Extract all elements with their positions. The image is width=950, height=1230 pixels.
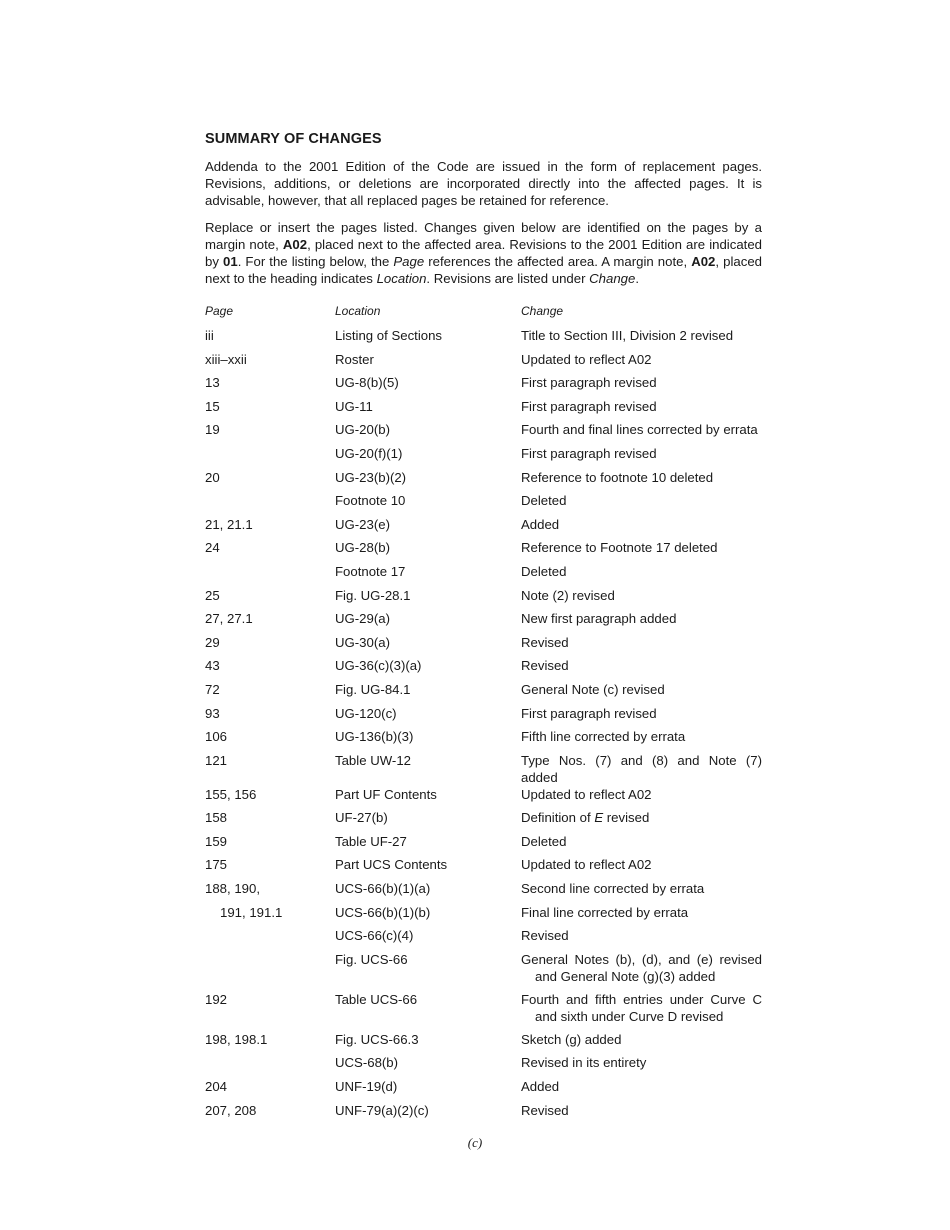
cell-change: Reference to Footnote 17 deleted xyxy=(521,540,718,556)
table-row xyxy=(205,563,762,587)
changes-table xyxy=(205,303,762,1125)
para-text: . Revisions are listed under xyxy=(426,271,590,286)
table-row xyxy=(205,469,762,493)
cell-location: Fig. UCS-66 xyxy=(335,951,408,967)
table-row xyxy=(205,587,762,611)
intro-paragraph: Addenda to the 2001 Edition of the Code are issued in the form of replacement pages. Revisions, additions, or deletions are incorporated directly into the affected pages. It is advisable, however, that all replaced pages be retained for reference. xyxy=(205,159,762,208)
cell-page: 43 xyxy=(205,658,220,674)
cell-page: 24 xyxy=(205,540,220,556)
cell-page: 159 xyxy=(205,833,228,849)
cell-page xyxy=(205,492,335,516)
cell-location: UG-29(a) xyxy=(335,611,390,627)
cell-change: Second line corrected by errata xyxy=(521,881,705,897)
para-text: references the affected area. A margin note, xyxy=(424,254,692,269)
cell-page: 13 xyxy=(205,375,220,391)
cell-page: 93 xyxy=(205,705,220,721)
cell-location: UG-28(b) xyxy=(335,540,390,556)
table-row xyxy=(205,445,762,469)
margin-note-a02: A02 xyxy=(691,254,716,269)
table-row xyxy=(205,1031,762,1055)
cell-change: New first paragraph added xyxy=(521,611,677,627)
cell-page: 72 xyxy=(205,681,220,697)
cell-page: 121 xyxy=(205,752,228,768)
cell-change xyxy=(521,951,762,985)
cell-location: UG-20(b) xyxy=(335,422,390,438)
cell-page: 207, 208 xyxy=(205,1102,257,1118)
cell-location: UCS-66(b)(1)(a) xyxy=(335,881,431,897)
column-header-page: Page xyxy=(205,304,234,318)
table-row xyxy=(205,809,762,833)
cell-location: UG-11 xyxy=(335,398,373,414)
cell-change: Final line corrected by errata xyxy=(521,904,689,920)
cell-change: Updated to reflect A02 xyxy=(521,786,652,802)
cell-page: 20 xyxy=(205,469,220,485)
cell-location: Table UCS-66 xyxy=(335,991,418,1007)
cell-location: UNF-19(d) xyxy=(335,1079,398,1095)
cell-page xyxy=(205,951,335,985)
cell-page: iii xyxy=(205,328,214,343)
cell-location: Part UF Contents xyxy=(335,786,437,802)
cell-page xyxy=(205,445,335,469)
change-line: Fourth and fifth entries under Curve C xyxy=(521,991,762,1007)
cell-location: Table UF-27 xyxy=(335,833,407,849)
cell-location: UG-23(b)(2) xyxy=(335,469,407,485)
cell-change: Revised xyxy=(521,928,569,944)
cell-page xyxy=(205,563,335,587)
table-row xyxy=(205,752,762,786)
table-row xyxy=(205,657,762,681)
change-text: Definition of xyxy=(521,810,595,826)
table-row xyxy=(205,327,762,351)
table-row xyxy=(205,991,762,1025)
table-row xyxy=(205,1102,762,1126)
table-row xyxy=(205,951,762,985)
table-row xyxy=(205,516,762,540)
cell-page: 21, 21.1 xyxy=(205,516,253,532)
table-row xyxy=(205,856,762,880)
term-location: Location xyxy=(376,271,427,286)
table-row xyxy=(205,398,762,422)
cell-change: Deleted xyxy=(521,493,567,509)
cell-page: 25 xyxy=(205,587,220,603)
cell-location: UG-30(a) xyxy=(335,634,390,650)
cell-change: Deleted xyxy=(521,833,567,849)
table-row xyxy=(205,351,762,375)
cell-change: Revised xyxy=(521,634,569,650)
cell-change: Deleted xyxy=(521,563,567,579)
cell-page: 192 xyxy=(205,991,228,1007)
cell-change: Revised xyxy=(521,1102,569,1118)
table-row xyxy=(205,927,762,951)
summary-page xyxy=(205,130,762,1125)
table-row xyxy=(205,880,762,904)
table-row xyxy=(205,634,762,658)
cell-change: Added xyxy=(521,516,560,532)
cell-page: 19 xyxy=(205,422,220,438)
cell-location: UG-20(f)(1) xyxy=(335,445,403,461)
cell-change: Sketch (g) added xyxy=(521,1031,622,1047)
cell-location: UG-23(e) xyxy=(335,516,390,532)
table-row xyxy=(205,492,762,516)
cell-location: UCS-66(b)(1)(b) xyxy=(335,904,431,920)
term-change: Change xyxy=(589,271,636,286)
cell-change: Fifth line corrected by errata xyxy=(521,729,686,745)
para-text: . xyxy=(635,271,640,286)
column-header-location: Location xyxy=(335,304,381,318)
page-title: SUMMARY OF CHANGES xyxy=(205,131,382,147)
changes-table-header xyxy=(205,303,762,327)
cell-location: UG-8(b)(5) xyxy=(335,375,399,391)
cell-change: First paragraph revised xyxy=(521,445,657,461)
cell-page: 155, 156 xyxy=(205,786,257,802)
term-page: Page xyxy=(393,254,425,269)
para-text: , placed next to the affected area. Revisions to the 2001 Edition are indicated by xyxy=(205,237,762,269)
table-row xyxy=(205,1078,762,1102)
table-row xyxy=(205,374,762,398)
cell-location: Fig. UCS-66.3 xyxy=(335,1031,419,1047)
cell-change: Revised in its entirety xyxy=(521,1055,647,1071)
para-text: . For the listing below, the xyxy=(237,254,394,269)
para-text: , placed next to the heading indicates xyxy=(205,254,763,286)
change-symbol: E xyxy=(594,810,604,826)
change-line: and sixth under Curve D revised xyxy=(535,1008,724,1024)
cell-page: 204 xyxy=(205,1079,228,1095)
cell-change: First paragraph revised xyxy=(521,398,657,414)
cell-page: 158 xyxy=(205,810,228,826)
cell-change: First paragraph revised xyxy=(521,375,657,391)
table-row xyxy=(205,421,762,445)
cell-page: 106 xyxy=(205,729,228,745)
cell-location: UNF-79(a)(2)(c) xyxy=(335,1102,429,1118)
cell-page xyxy=(205,1054,335,1078)
instructions-paragraph xyxy=(205,219,762,287)
cell-location: Part UCS Contents xyxy=(335,857,448,873)
table-row xyxy=(205,786,762,810)
cell-location: Listing of Sections xyxy=(335,328,443,343)
cell-location: UG-120(c) xyxy=(335,705,397,721)
cell-location: UF-27(b) xyxy=(335,810,388,826)
cell-location: Footnote 17 xyxy=(335,563,406,579)
cell-location: Fig. UG-28.1 xyxy=(335,587,411,603)
table-row xyxy=(205,904,762,928)
cell-page: xiii–xxii xyxy=(205,351,247,367)
cell-page: 27, 27.1 xyxy=(205,611,253,627)
page-number: (c) xyxy=(467,1135,483,1150)
cell-change xyxy=(521,991,762,1025)
margin-note-a02: A02 xyxy=(282,237,308,252)
table-row xyxy=(205,610,762,634)
cell-change: Revised xyxy=(521,658,569,674)
cell-location: UG-36(c)(3)(a) xyxy=(335,658,422,674)
para-text: Replace or insert the pages listed. Changes given below are identified on the pages by a margin note, xyxy=(205,220,762,252)
cell-location: UG-136(b)(3) xyxy=(335,729,414,745)
table-row xyxy=(205,681,762,705)
column-header-change: Change xyxy=(521,304,564,318)
change-line: and General Note (g)(3) added xyxy=(535,968,716,984)
change-text: revised xyxy=(603,810,650,826)
table-row xyxy=(205,728,762,752)
cell-page: 188, 190, xyxy=(205,881,260,897)
cell-change: Added xyxy=(521,1079,560,1095)
cell-change: Title to Section III, Division 2 revised xyxy=(521,328,734,343)
cell-change: First paragraph revised xyxy=(521,705,657,721)
cell-page: 15 xyxy=(205,398,220,414)
cell-change: Reference to footnote 10 deleted xyxy=(521,469,714,485)
cell-change: Fourth and final lines corrected by errata xyxy=(521,422,758,438)
revision-mark-01: 01 xyxy=(223,254,238,269)
table-row xyxy=(205,1054,762,1078)
cell-change: Updated to reflect A02 xyxy=(521,351,652,367)
cell-change: Updated to reflect A02 xyxy=(521,857,652,873)
cell-change: Type Nos. (7) and (8) and Note (7) added xyxy=(521,752,762,785)
cell-change: Note (2) revised xyxy=(521,587,615,603)
cell-page: 29 xyxy=(205,634,220,650)
cell-location: Table UW-12 xyxy=(335,752,411,768)
cell-location: UCS-66(c)(4) xyxy=(335,928,414,944)
table-row xyxy=(205,833,762,857)
cell-page: 191, 191.1 xyxy=(220,904,283,920)
cell-location: Fig. UG-84.1 xyxy=(335,681,411,697)
cell-location: UCS-68(b) xyxy=(335,1055,399,1071)
change-line: General Notes (b), (d), and (e) revised xyxy=(521,951,762,967)
cell-location: Roster xyxy=(335,351,374,367)
cell-location: Footnote 10 xyxy=(335,493,406,509)
cell-page: 175 xyxy=(205,857,228,873)
table-row xyxy=(205,539,762,563)
cell-page xyxy=(205,927,335,951)
cell-page: 198, 198.1 xyxy=(205,1031,268,1047)
cell-change: General Note (c) revised xyxy=(521,681,665,697)
table-row xyxy=(205,705,762,729)
cell-change xyxy=(521,809,762,833)
